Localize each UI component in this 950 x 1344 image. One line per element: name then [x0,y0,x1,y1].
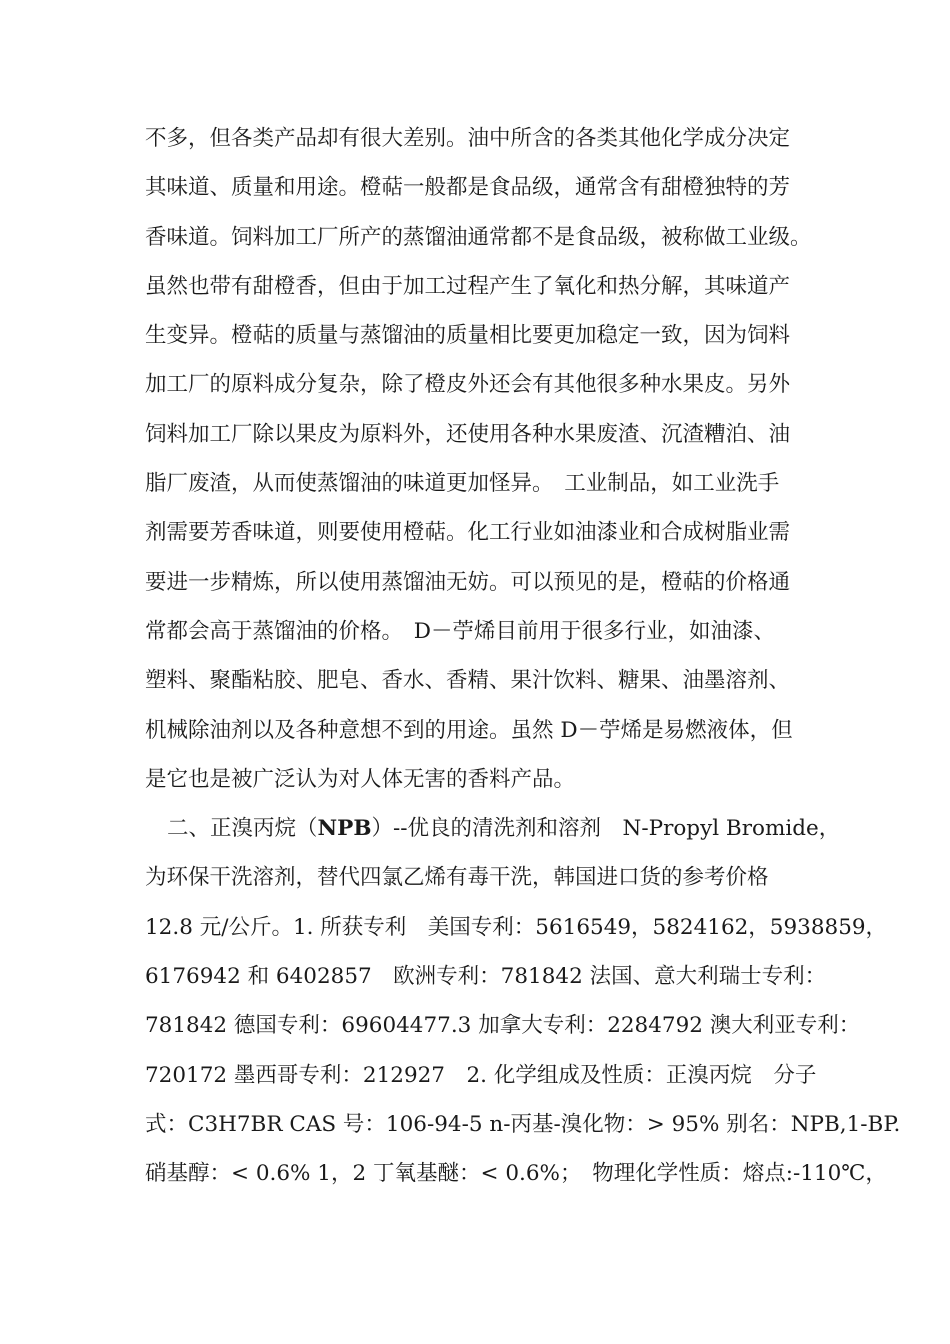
text-line: 6176942 和 6402857 欧洲专利：781842 法国、意大利瑞士专利： [145,964,827,990]
body-text [145,114,901,1199]
text-line: 脂厂废渣，从而使蒸馏油的味道更加怪异。 工业制品，如工业洗手 [145,471,780,497]
text-line: 是它也是被广泛认为对人体无害的香料产品。 [145,766,576,792]
text-line: 香味道。饲料加工厂所产的蒸馏油通常都不是食品级，被称做工业级。 [145,224,812,250]
text-line: 720172 墨西哥专利：212927 2. 化学组成及性质：正溴丙烷 分子 [145,1062,817,1088]
text-line: 生变异。橙萜的质量与蒸馏油的质量相比要更加稳定一致，因为饲料 [145,323,791,349]
text-line: 虽然也带有甜橙香，但由于加工过程产生了氧化和热分解，其味道产 [145,273,791,299]
text-line: 机械除油剂以及各种意想不到的用途。虽然 D－苧烯是易燃液体，但 [145,717,793,743]
text-line: 饲料加工厂除以果皮为原料外，还使用各种水果废渣、沉渣糟泊、油 [145,421,791,447]
section-heading-bold: NPB [317,816,372,842]
text-line: 硝基醇：< 0.6% 1，2 丁氧基醚：< 0.6%； 物理化学性质：熔点:-110℃， [145,1161,887,1187]
text-line: 常都会高于蒸馏油的价格。 D－苧烯目前用于很多行业，如油漆、 [145,618,775,644]
section-heading-suffix: ）--优良的清洗剂和溶剂 N-Propyl Bromide， [371,816,841,842]
text-line: 剂需要芳香味道，则要使用橙萜。化工行业如油漆业和合成树脂业需 [145,520,791,546]
text-line: 加工厂的原料成分复杂，除了橙皮外还会有其他很多种水果皮。另外 [145,372,791,398]
text-line: 塑料、聚酯粘胶、肥皂、香水、香精、果汁饮料、糖果、油墨溶剂、 [145,668,791,694]
text-line: 不多，但各类产品却有很大差别。油中所含的各类其他化学成分决定 [145,126,791,151]
text-line: 式：C3H7BR CAS 号：106-94-5 n-丙基-溴化物：> 95% 别名：NPB,1-BP. [145,1111,901,1137]
text-line: 12.8 元/公斤。1. 所获专利 美国专利：5616549，5824162，5938859， [145,914,888,940]
text-line: 其味道、质量和用途。橙萜一般都是食品级，通常含有甜橙独特的芳 [145,175,791,201]
text-line: 为环保干洗溶剂，替代四氯乙烯有毒干洗，韩国进口货的参考价格 [145,865,769,891]
section-heading-line [145,804,841,853]
text-line: 要进一步精炼，所以使用蒸馏油无妨。可以预见的是，橙萜的价格通 [145,569,791,595]
section-heading-prefix: 二、正溴丙烷（ [167,816,318,842]
text-line: 781842 德国专利：69604477.3 加拿大专利：2284792 澳大利亚专利： [145,1013,861,1039]
